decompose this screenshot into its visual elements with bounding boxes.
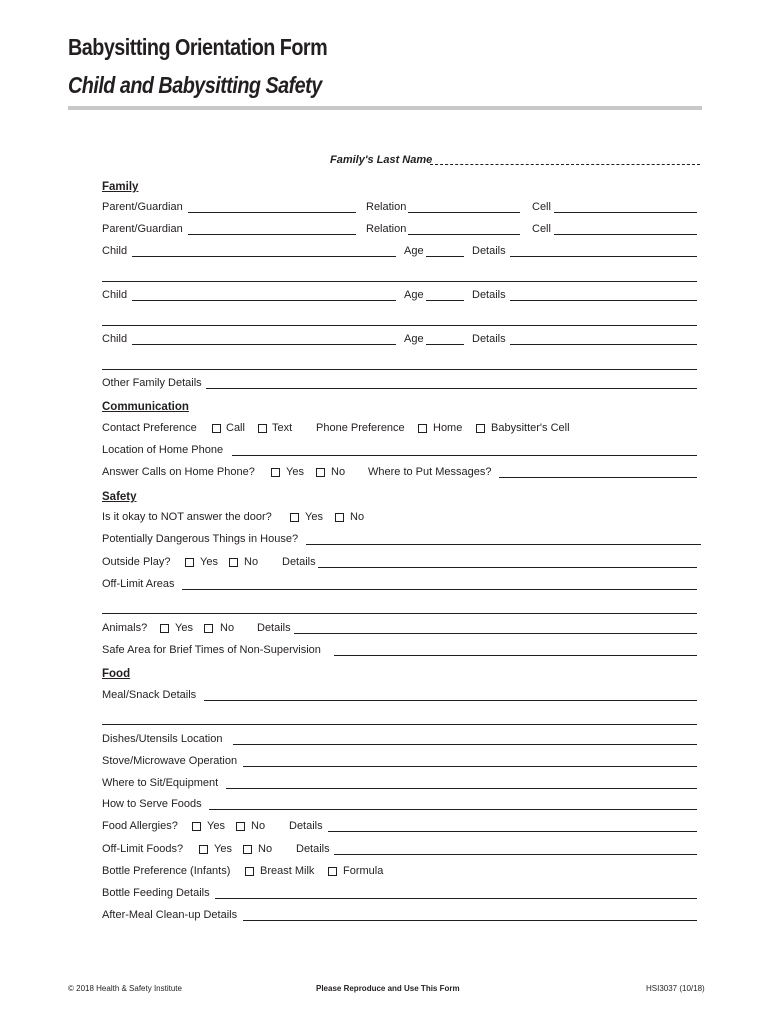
location-home-phone-field[interactable] <box>232 455 697 456</box>
yes-label: Yes <box>305 511 323 523</box>
home-label: Home <box>433 422 463 434</box>
formula-label: Formula <box>343 865 384 877</box>
relation-label: Relation <box>366 223 407 235</box>
how-serve-label: How to Serve Foods <box>102 798 202 810</box>
dishes-field[interactable] <box>233 744 697 745</box>
call-label: Call <box>226 422 245 434</box>
parent-row-1 <box>102 200 697 216</box>
where-messages-field[interactable] <box>499 477 697 478</box>
details-label: Details <box>472 245 506 257</box>
outside-play-details-field[interactable] <box>318 567 697 568</box>
details-label: Details <box>257 622 291 634</box>
outside-play-yes-checkbox[interactable] <box>185 558 194 567</box>
animals-row <box>102 621 697 637</box>
details-field-3[interactable] <box>510 344 697 345</box>
yes-label: Yes <box>207 820 225 832</box>
bottle-feeding-field[interactable] <box>215 898 697 899</box>
dishes-row <box>102 732 697 748</box>
off-limit-foods-row <box>102 842 697 858</box>
child-label: Child <box>102 245 128 257</box>
off-limit-foods-details-field[interactable] <box>334 854 697 855</box>
meal-snack-row <box>102 688 697 704</box>
child-row-2 <box>102 288 697 304</box>
meal-snack-label: Meal/Snack Details <box>102 689 197 701</box>
details-field-1[interactable] <box>510 256 697 257</box>
how-serve-field[interactable] <box>209 809 697 810</box>
location-home-phone-label: Location of Home Phone <box>102 444 224 456</box>
family-last-name-field[interactable] <box>430 164 700 165</box>
off-limit-areas-label: Off-Limit Areas <box>102 578 175 590</box>
answer-calls-no-checkbox[interactable] <box>316 468 325 477</box>
off-limit-areas-extra[interactable] <box>102 613 697 614</box>
text-checkbox[interactable] <box>258 424 267 433</box>
section-safety-heading: Safety <box>102 491 137 503</box>
age-label: Age <box>404 333 424 345</box>
footer-reproduce: Please Reproduce and Use This Form <box>316 984 460 993</box>
animals-details-field[interactable] <box>294 633 697 634</box>
yes-label: Yes <box>214 843 232 855</box>
no-label: No <box>331 466 346 478</box>
bottle-feeding-row <box>102 886 697 902</box>
off-limit-areas-row <box>102 577 697 593</box>
cleanup-label: After-Meal Clean-up Details <box>102 909 238 921</box>
dangerous-things-row <box>102 532 697 548</box>
child-details-extra-1[interactable] <box>102 281 697 282</box>
safe-area-label: Safe Area for Brief Times of Non-Supervision <box>102 644 321 656</box>
answer-door-no-checkbox[interactable] <box>335 513 344 522</box>
meal-snack-field[interactable] <box>204 700 697 701</box>
stove-label: Stove/Microwave Operation <box>102 755 238 767</box>
child-row-1 <box>102 244 697 260</box>
bottle-preference-label: Bottle Preference (Infants) <box>102 865 231 877</box>
answer-door-yes-checkbox[interactable] <box>290 513 299 522</box>
age-field-2[interactable] <box>426 300 464 301</box>
cleanup-row <box>102 908 697 924</box>
no-label: No <box>220 622 235 634</box>
child-label: Child <box>102 333 128 345</box>
cell-label: Cell <box>532 201 551 213</box>
outside-play-row <box>102 555 697 571</box>
dishes-label: Dishes/Utensils Location <box>102 733 223 745</box>
details-label: Details <box>296 843 330 855</box>
stove-row <box>102 754 697 770</box>
cell-label: Cell <box>532 223 551 235</box>
animals-label: Animals? <box>102 622 148 634</box>
no-label: No <box>258 843 273 855</box>
text-label: Text <box>272 422 293 434</box>
age-field-3[interactable] <box>426 344 464 345</box>
cell-field-2[interactable] <box>554 234 697 235</box>
child-label: Child <box>102 289 128 301</box>
no-label: No <box>244 556 259 568</box>
child-row-3 <box>102 332 697 348</box>
family-last-name-label: Family's Last Name <box>330 154 433 166</box>
parent-label: Parent/Guardian <box>102 223 183 235</box>
bottle-preference-row <box>102 864 697 880</box>
section-food-heading: Food <box>102 668 131 680</box>
parent-label: Parent/Guardian <box>102 201 183 213</box>
yes-label: Yes <box>286 466 304 478</box>
food-allergies-yes-checkbox[interactable] <box>192 822 201 831</box>
bottle-feeding-label: Bottle Feeding Details <box>102 887 210 899</box>
outside-play-no-checkbox[interactable] <box>229 558 238 567</box>
off-limit-foods-label: Off-Limit Foods? <box>102 843 184 855</box>
yes-label: Yes <box>200 556 218 568</box>
outside-play-label: Outside Play? <box>102 556 171 568</box>
location-home-phone-row <box>102 443 697 459</box>
safe-area-row <box>102 643 697 659</box>
where-messages-label: Where to Put Messages? <box>368 466 492 478</box>
footer-copyright: © 2018 Health & Safety Institute <box>68 984 182 993</box>
safe-area-field[interactable] <box>334 655 697 656</box>
other-family-details-field[interactable] <box>206 388 697 389</box>
age-label: Age <box>404 245 424 257</box>
answer-calls-yes-checkbox[interactable] <box>271 468 280 477</box>
food-allergies-row <box>102 819 697 835</box>
no-label: No <box>251 820 266 832</box>
where-sit-row <box>102 776 697 792</box>
babysitters-cell-label: Babysitter's Cell <box>491 422 570 434</box>
footer-form-code: HSI3037 (10/18) <box>646 984 705 993</box>
age-label: Age <box>404 289 424 301</box>
child-field-3[interactable] <box>132 344 396 345</box>
relation-label: Relation <box>366 201 407 213</box>
age-field-1[interactable] <box>426 256 464 257</box>
details-label: Details <box>472 333 506 345</box>
answer-calls-label: Answer Calls on Home Phone? <box>102 466 255 478</box>
call-checkbox[interactable] <box>212 424 221 433</box>
food-allergies-label: Food Allergies? <box>102 820 178 832</box>
section-family-heading: Family <box>102 181 139 193</box>
phone-preference-label: Phone Preference <box>316 422 405 434</box>
animals-yes-checkbox[interactable] <box>160 624 169 633</box>
dangerous-things-label: Potentially Dangerous Things in House? <box>102 533 299 545</box>
section-communication-heading: Communication <box>102 401 189 413</box>
yes-label: Yes <box>175 622 193 634</box>
details-label: Details <box>472 289 506 301</box>
dangerous-things-field[interactable] <box>306 544 701 545</box>
parent-field-1[interactable] <box>188 212 356 213</box>
animals-no-checkbox[interactable] <box>204 624 213 633</box>
off-limit-areas-field[interactable] <box>182 589 697 590</box>
relation-field-1[interactable] <box>408 212 520 213</box>
cell-field-1[interactable] <box>554 212 697 213</box>
form-subtitle: Child and Babysitting Safety <box>68 72 322 98</box>
food-allergies-no-checkbox[interactable] <box>236 822 245 831</box>
breast-milk-checkbox[interactable] <box>245 867 254 876</box>
answer-door-row <box>102 510 697 526</box>
relation-field-2[interactable] <box>408 234 520 235</box>
form-title: Babysitting Orientation Form <box>68 34 328 60</box>
details-field-2[interactable] <box>510 300 697 301</box>
child-field-1[interactable] <box>132 256 396 257</box>
other-family-details-label: Other Family Details <box>102 377 202 389</box>
child-field-2[interactable] <box>132 300 396 301</box>
babysitters-cell-checkbox[interactable] <box>476 424 485 433</box>
header-rule <box>68 106 702 110</box>
contact-preference-label: Contact Preference <box>102 422 197 434</box>
details-label: Details <box>289 820 323 832</box>
other-family-row <box>102 376 697 392</box>
answer-door-label: Is it okay to NOT answer the door? <box>102 511 272 523</box>
no-label: No <box>350 511 365 523</box>
contact-preference-row <box>102 421 697 437</box>
food-allergies-details-field[interactable] <box>328 831 697 832</box>
off-limit-foods-yes-checkbox[interactable] <box>199 845 208 854</box>
breast-milk-label: Breast Milk <box>260 865 315 877</box>
formula-checkbox[interactable] <box>328 867 337 876</box>
child-details-extra-2[interactable] <box>102 325 697 326</box>
cleanup-field[interactable] <box>243 920 697 921</box>
parent-field-2[interactable] <box>188 234 356 235</box>
stove-field[interactable] <box>243 766 697 767</box>
answer-calls-row <box>102 465 697 481</box>
details-label: Details <box>282 556 316 568</box>
off-limit-foods-no-checkbox[interactable] <box>243 845 252 854</box>
home-checkbox[interactable] <box>418 424 427 433</box>
parent-row-2 <box>102 222 697 238</box>
child-details-extra-3[interactable] <box>102 369 697 370</box>
where-sit-field[interactable] <box>226 788 697 789</box>
how-serve-row <box>102 797 697 813</box>
where-sit-label: Where to Sit/Equipment <box>102 777 219 789</box>
meal-snack-extra[interactable] <box>102 724 697 725</box>
